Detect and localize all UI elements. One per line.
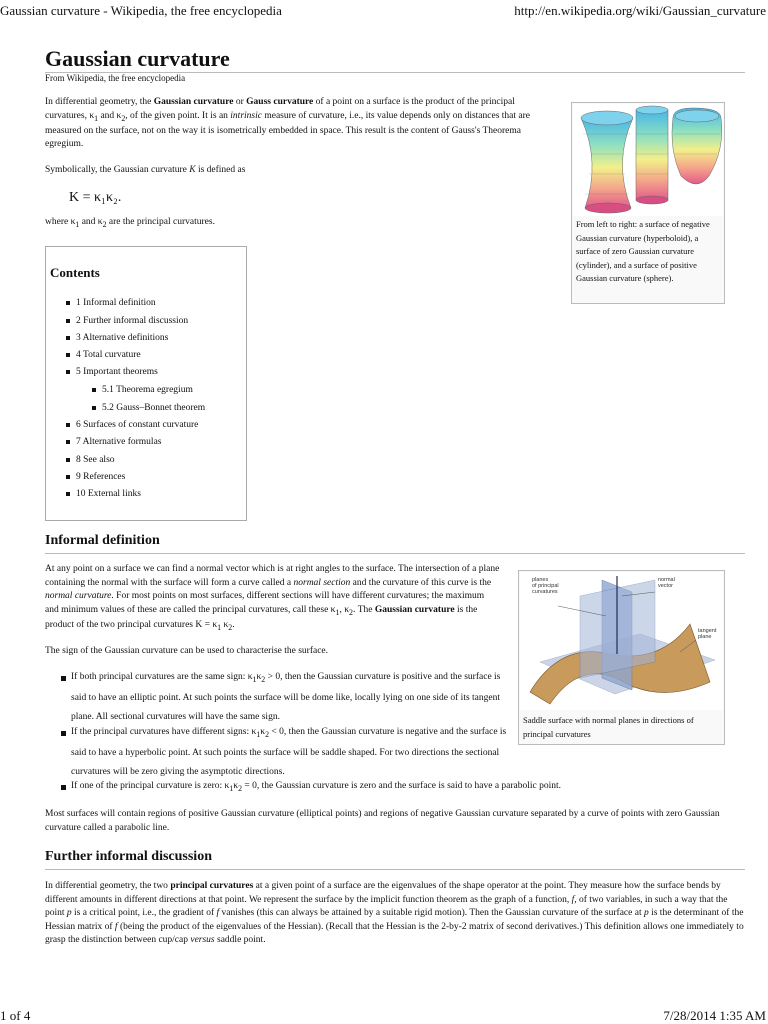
toc-item-see-also[interactable]: 8 See also [66,455,115,465]
toc-item-further-discussion[interactable]: 2 Further informal discussion [66,316,188,326]
informal-paragraph: At any point on a surface we can find a normal vector which is at right angles to the surface. The intersection of a plane containing the normal with the surface will form a curve called a normal section and the curvature of this curve is the normal curvature. For most points on most surfaces, different sections will have different curvatures; the maximum and minimum values of these are called the principal curvatures, call these $\kappa_1$, $\kappa_2$. The Gaussian curvature is the product of the two principal curvatures $K = \kappa_1$ $\kappa_2$. [45,564,500,632]
table-of-contents [45,246,247,521]
label-planes: planes of principal curvatures [532,577,559,595]
figure-saddle [518,570,725,745]
figure-saddle-caption: Saddle surface with normal planes in directions of principal curvatures [523,715,694,739]
where-paragraph: where $\kappa_1$ and $\kappa_2$ are the principal curvatures. [45,217,215,229]
cylinder-shape [636,110,668,200]
browser-page-title: Gaussian curvature - Wikipedia, the free encyclopedia [0,3,282,18]
print-timestamp: 7/28/2014 1:35 AM [663,1008,766,1023]
saddle-image[interactable] [520,572,723,710]
toc-item-total-curvature[interactable]: 4 Total curvature [66,350,141,360]
intro-paragraph: In differential geometry, the Gaussian curvature or Gauss curvature of a point on a surface is the product of the principal curvatures, $\kappa_1$ and $\kappa_2$, of the given point. It is an intrinsic measure of curvature, i.e., its value depends only on distances that are measured on the surface, not on the way it is isometrically embedded in space. This result is the content of Gauss's Theorema egregium. [45,97,530,150]
bullet-parabolic: If one of the principal curvature is zero: $\kappa_1\kappa_2 = 0$, the Gaussian curvature is zero and the surface is said to have a parabolic point. [71,781,562,793]
further-paragraph: In differential geometry, the two principal curvatures at a given point of a surface are the eigenvalues of the shape operator at the point. They measure how the surface bends by different amounts in different directions at that point. We represent the surface by the implicit function theorem as the graph of a function, f, of two variables, in such a way that the point p is a critical point, i.e., the gradient of f vanishes (this can always be attained by a suitable rigid motion). Then the Gaussian curvature of the surface at p is the determinant of the Hessian matrix of f (being the product of the eigenvalues of the Hessian). (Recall that the Hessian is the 2-by-2 matrix of second derivatives.) This definition allows one immediately to grasp the distinction between cup/cap versus saddle point. [45,881,744,945]
toc-item-alternative-formulas[interactable]: 7 Alternative formulas [66,437,161,447]
toc-item-gauss-bonnet[interactable]: 5.2 Gauss–Bonnet theorem [92,403,205,413]
label-normal: normal vector [658,577,675,589]
sign-paragraph: The sign of the Gaussian curvature can be used to characterise the surface. [45,646,329,656]
article-title: Gaussian curvature [45,46,230,71]
figure-surfaces-caption: From left to right: a surface of negative Gaussian curvature (hyperboloid), a surface of zero Gaussian curvature (cylinder), and a surface of positive Gaussian curvature (sphere). [576,219,710,283]
page-counter: 1 of 4 [0,1008,31,1023]
heading-further-discussion: Further informal discussion [45,849,212,864]
toc-item-alternative-definitions[interactable]: 3 Alternative definitions [66,333,168,343]
bullet-marker-1 [61,676,66,681]
toc-item-constant-curvature[interactable]: 6 Surfaces of constant curvature [66,420,198,430]
label-tangent: tangent plane [698,628,717,640]
toc-item-theorema-egregium[interactable]: 5.1 Theorema egregium [92,385,193,395]
regions-paragraph: Most surfaces will contain regions of positive Gaussian curvature (elliptical points) and regions of negative Gaussian curvature separated by a curve of points with zero Gaussian curvature called a parabolic line. [45,809,720,833]
bullet-marker-3 [61,785,66,790]
browser-url[interactable]: http://en.wikipedia.org/wiki/Gaussian_curvature [514,3,766,18]
section1-divider [45,553,745,554]
symbolic-paragraph: Symbolically, the Gaussian curvature K is defined as [45,165,246,175]
toc-item-external-links[interactable]: 10 External links [66,489,141,499]
curvature-formula: K = κ₁κ₂. [69,190,122,205]
figure-surfaces [571,102,725,304]
surfaces-image[interactable] [573,104,723,216]
bullet-marker-2 [61,731,66,736]
bullet-hyperbolic: If the principal curvatures have different signs: $\kappa_1\kappa_2 < 0$, then the Gaussian curvature is negative and the surface is said to have a hyperbolic point. At such points the surface will be saddle shaped. For two directions the sectional curvatures will be zero giving the asymptotic directions. [71,727,507,777]
toc-item-references[interactable]: 9 References [66,472,125,482]
heading-informal-definition: Informal definition [45,533,160,548]
term-gaussian-curvature[interactable]: Gaussian curvature [153,97,234,107]
section2-divider [45,869,745,870]
bullet-elliptic: If both principal curvatures are the same sign: $\kappa_1\kappa_2 > 0$, then the Gaussian curvature is positive and the surface is said to have an elliptic point. At such points the surface will be dome like, locally lying on one side of its tangent plane. All sectional curvatures will have the same sign. [71,672,501,722]
toc-item-informal-definition[interactable]: 1 Informal definition [66,298,156,308]
article-subtitle: From Wikipedia, the free encyclopedia [45,73,186,83]
toc-title: Contents [50,265,100,280]
toc-item-important-theorems[interactable]: 5 Important theorems [66,367,158,377]
